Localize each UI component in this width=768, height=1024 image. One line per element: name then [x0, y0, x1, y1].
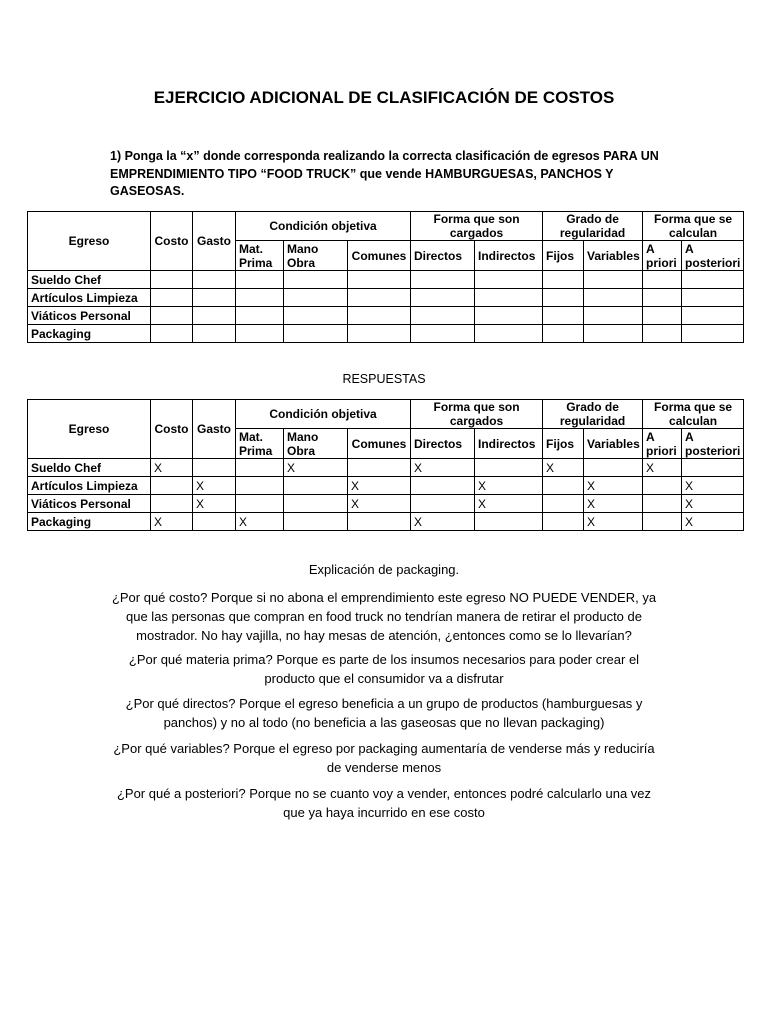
answer-cell: X [193, 477, 236, 495]
answer-cell: X [682, 477, 744, 495]
answer-cell [236, 495, 284, 513]
header-gasto: Gasto [193, 400, 236, 459]
header-egreso: Egreso [28, 212, 151, 271]
explanation-paragraph: ¿Por qué materia prima? Porque es parte de los insumos necesarios para poder crear el producto que el consumidor va a disfrutar [128, 652, 640, 686]
answer-cell: X [682, 513, 744, 531]
answer-cell [284, 495, 348, 513]
answers-table [27, 399, 744, 531]
answer-row [28, 459, 744, 477]
answer-cell [475, 459, 543, 477]
header-indirectos: Indirectos [475, 241, 543, 271]
header-a-priori: A priori [643, 429, 682, 459]
header-condicion-objetiva: Condición objetiva [236, 212, 411, 241]
answer-cell: X [543, 459, 584, 477]
answer-cell [411, 495, 475, 513]
answer-cell: X [151, 459, 193, 477]
explanation-heading: Explicación de packaging. [308, 562, 460, 577]
answer-cell: X [584, 513, 643, 531]
row-label: Packaging [28, 513, 151, 531]
row-label: Artículos Limpieza [28, 477, 151, 495]
header-grado-regularidad: Grado de regularidad [543, 212, 643, 241]
header-forma-cargados: Forma que son cargados [411, 400, 543, 429]
answer-cell [151, 495, 193, 513]
answer-cell: X [584, 495, 643, 513]
header-forma-calculan: Forma que se calculan [643, 212, 744, 241]
header-costo: Costo [151, 400, 193, 459]
answer-cell [193, 513, 236, 531]
answer-cell: X [584, 477, 643, 495]
answer-cell: X [284, 459, 348, 477]
answer-cell: X [682, 495, 744, 513]
header-mano-obra: Mano Obra [284, 241, 348, 271]
answer-cell: X [475, 477, 543, 495]
header-gasto: Gasto [193, 212, 236, 271]
row-label: Artículos Limpieza [28, 289, 151, 307]
answer-cell: X [411, 459, 475, 477]
answer-cell [643, 495, 682, 513]
header-directos: Directos [411, 241, 475, 271]
header-directos: Directos [411, 429, 475, 459]
header-forma-calculan: Forma que se calculan [643, 400, 744, 429]
explanation-paragraph: ¿Por qué variables? Porque el egreso por packaging aumentaría de venderse más y reduciría de venderse menos [113, 741, 655, 775]
header-grado-regularidad: Grado de regularidad [543, 400, 643, 429]
header-comunes: Comunes [348, 241, 411, 271]
explanation-paragraph: ¿Por qué a posteriori? Porque no se cuanto voy a vender, entonces podré calcularlo una vez que ya haya incurrido en ese costo [116, 786, 652, 820]
header-a-priori: A priori [643, 241, 682, 271]
answer-cell: X [151, 513, 193, 531]
header-mat-prima: Mat. Prima [236, 241, 284, 271]
header-mano-obra: Mano Obra [284, 429, 348, 459]
row-label: Packaging [28, 325, 151, 343]
answer-cell [643, 477, 682, 495]
instruction-text: 1) Ponga la “x” donde corresponda realizando la correcta clasificación de egresos PARA UN EMPRENDIMIENTO TIPO “FOOD TRUCK” que vende HAMBURGUESAS, PANCHOS Y GASEOSAS. [110, 149, 659, 198]
answer-cell [543, 513, 584, 531]
header-fijos: Fijos [543, 429, 584, 459]
answer-cell [643, 513, 682, 531]
header-fijos: Fijos [543, 241, 584, 271]
answer-cell [584, 459, 643, 477]
header-costo: Costo [151, 212, 193, 271]
header-comunes: Comunes [348, 429, 411, 459]
answer-cell: X [193, 495, 236, 513]
header-mat-prima: Mat. Prima [236, 429, 284, 459]
answer-cell [348, 513, 411, 531]
answer-cell [236, 459, 284, 477]
row-label: Sueldo Chef [28, 459, 151, 477]
answer-cell [475, 513, 543, 531]
table-row [28, 289, 744, 307]
answer-cell [543, 495, 584, 513]
page-title: EJERCICIO ADICIONAL DE CLASIFICACIÓN DE COSTOS [153, 88, 615, 107]
explanation-paragraph: ¿Por qué directos? Porque el egreso beneficia a un grupo de productos (hamburguesas y panchos) y no al todo (no beneficia a las gaseosas que no llevan packaging) [125, 696, 643, 730]
header-a-posteriori: A posteriori [682, 429, 744, 459]
table-row [28, 307, 744, 325]
exercise-table [27, 211, 744, 343]
answer-cell: X [236, 513, 284, 531]
header-condicion-objetiva: Condición objetiva [236, 400, 411, 429]
row-label: Viáticos Personal [28, 495, 151, 513]
explanation-paragraph: ¿Por qué costo? Porque si no abona el emprendimiento este egreso NO PUEDE VENDER, ya que las personas que compran en food truck no tendrían manera de retirar el producto de mostrador. No hay vajilla, no hay mesas de atención, ¿entonces como se lo llevarían? [111, 590, 657, 643]
answer-cell: X [643, 459, 682, 477]
answer-cell [543, 477, 584, 495]
header-forma-cargados: Forma que son cargados [411, 212, 543, 241]
answer-cell: X [348, 495, 411, 513]
row-label: Viáticos Personal [28, 307, 151, 325]
answer-cell [151, 477, 193, 495]
table-row [28, 325, 744, 343]
answer-cell [236, 477, 284, 495]
header-variables: Variables [584, 241, 643, 271]
answer-cell: X [475, 495, 543, 513]
answer-row [28, 477, 744, 495]
answer-cell [682, 459, 744, 477]
answer-cell [193, 459, 236, 477]
answer-cell [411, 477, 475, 495]
header-a-posteriori: A posteriori [682, 241, 744, 271]
header-variables: Variables [584, 429, 643, 459]
header-egreso: Egreso [28, 400, 151, 459]
answer-cell [348, 459, 411, 477]
answer-cell: X [411, 513, 475, 531]
table-row [28, 271, 744, 289]
answer-cell [284, 477, 348, 495]
answer-cell [284, 513, 348, 531]
respuestas-label: RESPUESTAS [342, 372, 426, 386]
answer-row [28, 513, 744, 531]
answer-cell: X [348, 477, 411, 495]
answer-row [28, 495, 744, 513]
header-indirectos: Indirectos [475, 429, 543, 459]
row-label: Sueldo Chef [28, 271, 151, 289]
